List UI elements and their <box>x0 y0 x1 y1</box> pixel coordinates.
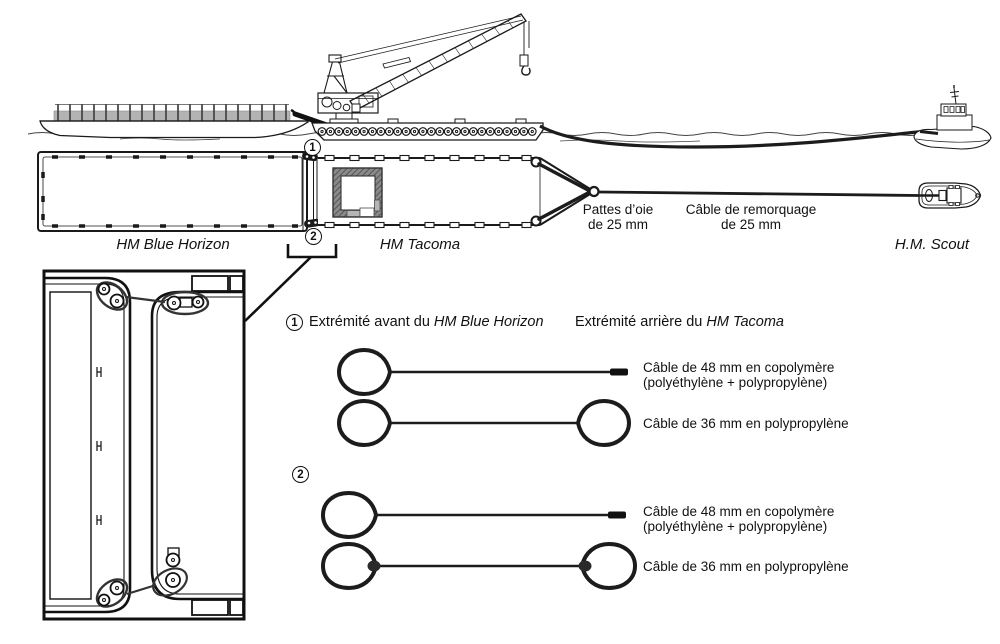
plan-blue-horizon <box>38 152 307 231</box>
crane <box>318 14 530 123</box>
label-cable36-s2: Câble de 36 mm en polypropylène <box>643 559 849 574</box>
cable-48-section1 <box>339 350 628 394</box>
section1-marker: 1 <box>286 314 303 331</box>
cable-48-section2 <box>323 493 626 537</box>
plan-marker-1: 1 <box>304 139 321 156</box>
plan-marker-2: 2 <box>305 228 322 245</box>
crane-barge-side <box>312 119 543 140</box>
label-cable48-s1-line1: Câble de 48 mm en copolymère <box>643 360 835 375</box>
header-front-prefix: Extrémité avant du <box>309 314 434 330</box>
crane-footprint <box>333 168 382 217</box>
label-cable48-s1-line2: (polyéthylène + polypropylène) <box>643 375 828 390</box>
label-scout: H.M. Scout <box>894 236 970 253</box>
label-cable48-s2-line2: (polyéthylène + polypropylène) <box>643 519 828 534</box>
label-bridle-line1: Pattes d’oie <box>582 202 654 217</box>
plan-tacoma <box>318 156 591 228</box>
log-barge-side <box>40 104 308 138</box>
header-rear-prefix: Extrémité arrière du <box>575 314 707 330</box>
towline-side <box>540 126 922 147</box>
label-bridle-line2: de 25 mm <box>587 217 649 232</box>
cable-36-section1 <box>339 401 629 445</box>
label-towcable-line2: de 25 mm <box>720 217 782 232</box>
label-towcable-line1: Câble de remorquage <box>685 202 817 217</box>
detail-connector <box>245 244 336 321</box>
cable-36-section2 <box>323 544 635 588</box>
section2-marker: 2 <box>292 466 309 483</box>
tug-side <box>914 85 991 149</box>
tug-plan <box>919 183 981 208</box>
label-blue-horizon: HM Blue Horizon <box>116 236 230 253</box>
plan-view <box>38 152 981 231</box>
detail-box <box>44 271 244 619</box>
label-tacoma: HM Tacoma <box>379 236 461 253</box>
label-towcable <box>672 202 830 232</box>
section1-header-front <box>309 314 544 330</box>
plan-towcable <box>599 192 919 196</box>
header-rear-vessel: HM Tacoma <box>706 314 784 330</box>
label-cable48-s1 <box>643 360 834 390</box>
cable-diagrams <box>323 350 635 588</box>
section1-header-rear <box>575 314 784 330</box>
label-cable48-s2 <box>643 504 834 534</box>
label-cable48-s2-line1: Câble de 48 mm en copolymère <box>643 504 835 519</box>
side-view <box>28 14 991 149</box>
header-front-vessel: HM Blue Horizon <box>433 314 544 330</box>
label-cable36-s1: Câble de 36 mm en polypropylène <box>643 416 849 431</box>
label-bridle <box>557 202 679 232</box>
